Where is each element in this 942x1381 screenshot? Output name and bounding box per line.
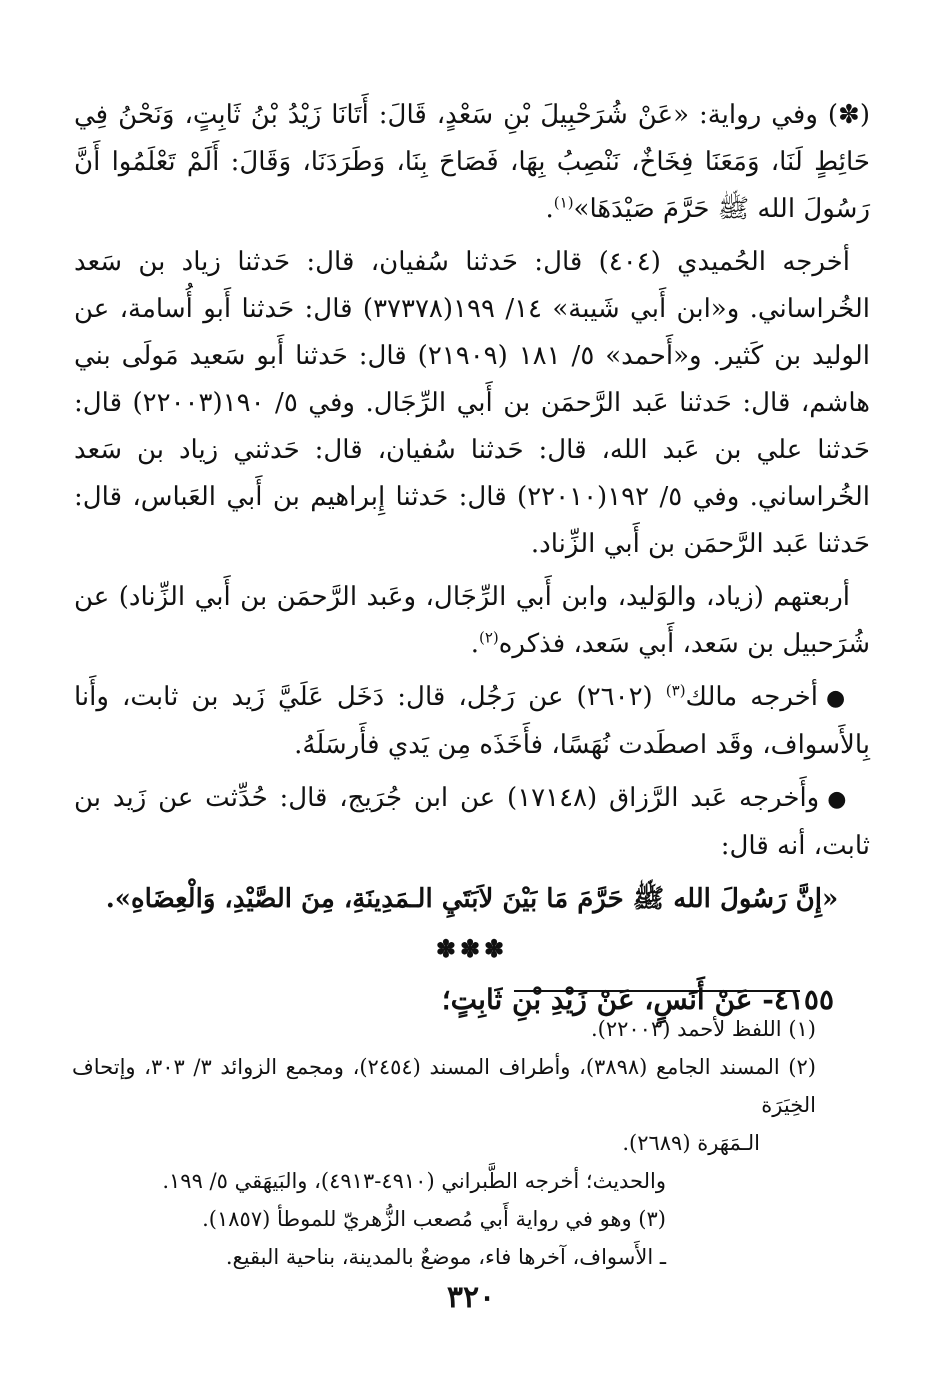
footnote-ref-1: (١) xyxy=(553,193,574,212)
footnotes xyxy=(72,1010,816,1276)
page-number: ٣٢٠ xyxy=(446,1280,496,1315)
footnote-2-line-2: الـمَهَرة (٢٦٨٩). xyxy=(622,1131,760,1155)
footnote-ref-3: (٣) xyxy=(665,681,686,700)
bullet-icon: ● xyxy=(825,686,850,711)
bullet-malik-text-b: (٢٦٠٢) عن رَجُل، قال: دَخَل عَلَيَّ زَيد بن ثابت، وأَنا بِالأَسواف، وقَد اصطَدت نُهَسًا، فأَخَذَه مِن يَدي فأَرسَلَهُ. xyxy=(74,682,870,760)
period: . xyxy=(470,629,479,659)
paragraph-takhrij: أخرجه الحُميدي (٤٠٤) قال: حَدثنا سُفيان، قال: حَدثنا زياد بن سَعد الخُراساني. و«ابن أَبي شَيبة» ١٤/ ١٩٩(٣٧٣٧٨) قال: حَدثنا أَبو أُسامة، عن الوليد بن كَثير. و«أَحمد» ٥/ ١٨١ (٢١٩٠٩) قال: حَدثنا أَبو سَعيد مَولَى بني هاشم، قال: حَدثنا عَبد الرَّحمَن بن أَبي الرِّجَال. وفي ٥/ ١٩٠(٢٢٠٠٣) قال: حَدثنا علي بن عَبد الله، قال: حَدثنا سُفيان، قال: حَدثني زياد بن سَعد الخُراساني. وفي ٥/ ١٩٢(٢٢٠١٠) قال: حَدثنا إِبراهيم بن أَبي العَباس، قال: حَدثنا عَبد الرَّحمَن بن أَبي الزِّناد. xyxy=(74,247,871,559)
footnote-2-line-3: والحديث؛ أخرجه الطَّبراني (٤٩١٠-٤٩١٣)، والبَيهَقي ٥/ ١٩٩. xyxy=(162,1169,666,1193)
period: . xyxy=(545,194,554,224)
bullet-abdurrazzaq-text: وأَخرجه عَبد الرَّزاق (١٧١٤٨) عن ابن جُرَيج، قال: حُدِّثت عن زَيد بن ثابت، أنه قال: xyxy=(74,783,870,861)
bullet-malik-text-a: أخرجه مالك xyxy=(685,682,818,712)
bullet-malik xyxy=(74,674,870,769)
bullet-abdurrazzaq xyxy=(74,775,870,870)
summary-text: أربعتهم (زياد، والوَليد، وابن أَبي الرِّجَال، وعَبد الرَّحمَن بن أَبي الزِّناد) عن شُرَحبيل بن سَعد، أَبي سَعد، فذكره xyxy=(74,582,870,659)
footnote-ref-2: (٢) xyxy=(478,628,499,647)
hadith-quote: «إِنَّ رَسُولَ الله ﷺ حَرَّمَ مَا بَيْنَ لاَبَتَيِ الـمَدِينَةِ، مِنَ الصَّيْدِ، وَالْعِضَاهِ». xyxy=(105,884,839,914)
paragraph-variant-narration xyxy=(74,92,870,233)
footnote-1: (١) اللفظ لأحمد (٢٢٠٠٣). xyxy=(590,1017,816,1041)
paragraph-summary xyxy=(74,574,870,668)
main-text xyxy=(74,92,870,1023)
footnote-2-line-1: (٢) المسند الجامع (٣٨٩٨)، وأطراف المسند (٢٤٥٤)، ومجمع الزوائد ٣/ ٣٠٣، وإتحاف الخِيَرَة xyxy=(72,1055,816,1117)
section-separator: ✽✽✽ xyxy=(435,934,509,963)
footnote-3-line-2: ـ الأَسواف، آخرها فاء، موضعٌ بالمدينة، بناحية البقيع. xyxy=(225,1245,666,1269)
footnote-divider xyxy=(514,990,800,992)
bullet-icon: ● xyxy=(827,787,850,812)
hadith-heading: ٤١٥٥- عَنْ أَنَسٍ، عَنْ زَيْدِ بْنِ ثَابِتٍ؛ xyxy=(441,983,834,1016)
footnote-3-line-1: (٣) وهو في رواية أَبي مُصعب الزُّهريّ للموطأ (١٨٥٧). xyxy=(202,1207,666,1231)
variant-narration-text: (✽) وفي رواية: «عَنْ شُرَحْبِيلَ بْنِ سَعْدٍ، قَالَ: أَتَانَا زَيْدُ بْنُ ثَابِتٍ، وَنَحْنُ فِي حَائِطٍ لَنَا، وَمَعَنَا فِخَاخٌ، نَنْصِبُ بِهَا، فَصَاحَ بِنَا، وَطَرَدَنَا، وَقَالَ: أَلَمْ تَعْلَمُوا أَنَّ رَسُولَ الله ﷺ حَرَّمَ صَيْدَهَا» xyxy=(74,100,870,224)
